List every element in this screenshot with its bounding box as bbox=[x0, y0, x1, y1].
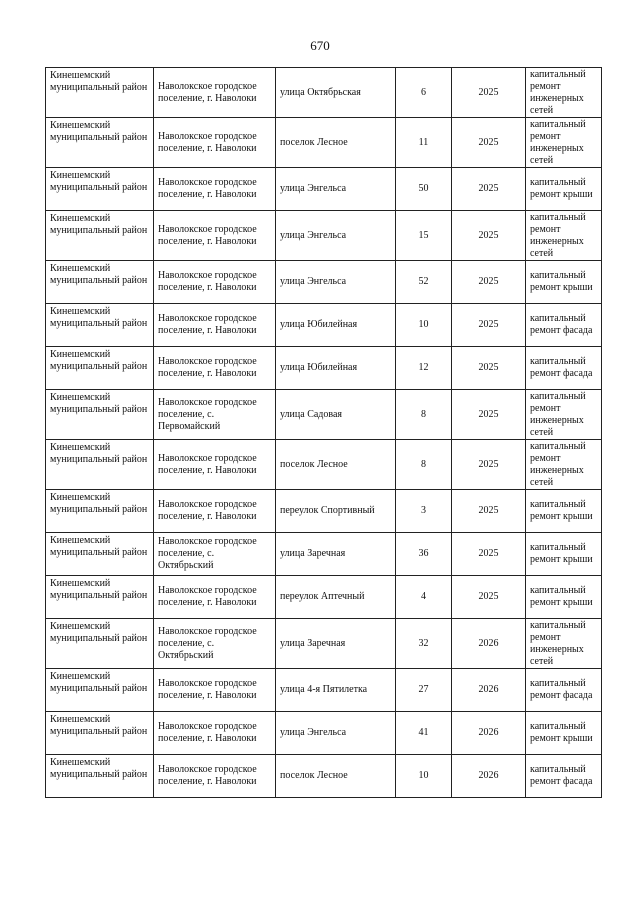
work-type-cell: капитальный ремонт инженерных сетей bbox=[526, 211, 602, 261]
work-type-cell: капитальный ремонт крыши bbox=[526, 533, 602, 576]
district-cell: Кинешемский муниципальный район bbox=[46, 347, 154, 390]
housing-repair-table bbox=[45, 67, 602, 798]
table-row bbox=[46, 118, 602, 168]
work-type-cell: капитальный ремонт крыши bbox=[526, 490, 602, 533]
table-row bbox=[46, 669, 602, 712]
table-row bbox=[46, 168, 602, 211]
settlement-cell: Наволокское городское поселение, г. Наволоки bbox=[154, 168, 276, 211]
house-number-cell: 8 bbox=[396, 440, 452, 490]
house-number-cell: 6 bbox=[396, 68, 452, 118]
year-cell: 2025 bbox=[452, 533, 526, 576]
settlement-cell: Наволокское городское поселение, г. Наволоки bbox=[154, 68, 276, 118]
district-cell: Кинешемский муниципальный район bbox=[46, 755, 154, 798]
street-cell: улица Энгельса bbox=[276, 211, 396, 261]
street-cell: улица 4-я Пятилетка bbox=[276, 669, 396, 712]
house-number-cell: 15 bbox=[396, 211, 452, 261]
house-number-cell: 10 bbox=[396, 755, 452, 798]
work-type-cell: капитальный ремонт фасада bbox=[526, 669, 602, 712]
district-cell: Кинешемский муниципальный район bbox=[46, 168, 154, 211]
street-cell: переулок Аптечный bbox=[276, 576, 396, 619]
street-cell: улица Юбилейная bbox=[276, 304, 396, 347]
settlement-cell: Наволокское городское поселение, г. Наволоки bbox=[154, 211, 276, 261]
year-cell: 2025 bbox=[452, 576, 526, 619]
house-number-cell: 52 bbox=[396, 261, 452, 304]
district-cell: Кинешемский муниципальный район bbox=[46, 490, 154, 533]
work-type-cell: капитальный ремонт инженерных сетей bbox=[526, 68, 602, 118]
street-cell: поселок Лесное bbox=[276, 118, 396, 168]
settlement-cell: Наволокское городское поселение, г. Наволоки bbox=[154, 669, 276, 712]
house-number-cell: 41 bbox=[396, 712, 452, 755]
work-type-cell: капитальный ремонт крыши bbox=[526, 261, 602, 304]
house-number-cell: 27 bbox=[396, 669, 452, 712]
table-row bbox=[46, 390, 602, 440]
year-cell: 2025 bbox=[452, 390, 526, 440]
street-cell: улица Октябрьская bbox=[276, 68, 396, 118]
year-cell: 2026 bbox=[452, 669, 526, 712]
district-cell: Кинешемский муниципальный район bbox=[46, 118, 154, 168]
year-cell: 2025 bbox=[452, 440, 526, 490]
table-row bbox=[46, 619, 602, 669]
house-number-cell: 8 bbox=[396, 390, 452, 440]
year-cell: 2026 bbox=[452, 619, 526, 669]
district-cell: Кинешемский муниципальный район bbox=[46, 440, 154, 490]
street-cell: поселок Лесное bbox=[276, 440, 396, 490]
settlement-cell: Наволокское городское поселение, г. Наволоки bbox=[154, 755, 276, 798]
street-cell: улица Энгельса bbox=[276, 261, 396, 304]
work-type-cell: капитальный ремонт инженерных сетей bbox=[526, 118, 602, 168]
street-cell: переулок Спортивный bbox=[276, 490, 396, 533]
table-row bbox=[46, 490, 602, 533]
settlement-cell: Наволокское городское поселение, г. Наволоки bbox=[154, 347, 276, 390]
settlement-cell: Наволокское городское поселение, с. Октябрьский bbox=[154, 619, 276, 669]
table-row bbox=[46, 533, 602, 576]
street-cell: улица Энгельса bbox=[276, 168, 396, 211]
year-cell: 2025 bbox=[452, 168, 526, 211]
settlement-cell: Наволокское городское поселение, г. Наволоки bbox=[154, 576, 276, 619]
settlement-cell: Наволокское городское поселение, г. Наволоки bbox=[154, 118, 276, 168]
house-number-cell: 32 bbox=[396, 619, 452, 669]
year-cell: 2025 bbox=[452, 490, 526, 533]
district-cell: Кинешемский муниципальный район bbox=[46, 669, 154, 712]
house-number-cell: 4 bbox=[396, 576, 452, 619]
settlement-cell: Наволокское городское поселение, г. Наволоки bbox=[154, 440, 276, 490]
district-cell: Кинешемский муниципальный район bbox=[46, 390, 154, 440]
work-type-cell: капитальный ремонт фасада bbox=[526, 304, 602, 347]
house-number-cell: 10 bbox=[396, 304, 452, 347]
table-row bbox=[46, 68, 602, 118]
table-row bbox=[46, 347, 602, 390]
table-row bbox=[46, 755, 602, 798]
settlement-cell: Наволокское городское поселение, с. Первомайский bbox=[154, 390, 276, 440]
district-cell: Кинешемский муниципальный район bbox=[46, 712, 154, 755]
district-cell: Кинешемский муниципальный район bbox=[46, 261, 154, 304]
year-cell: 2025 bbox=[452, 304, 526, 347]
house-number-cell: 12 bbox=[396, 347, 452, 390]
settlement-cell: Наволокское городское поселение, г. Наволоки bbox=[154, 304, 276, 347]
settlement-cell: Наволокское городское поселение, с. Октябрьский bbox=[154, 533, 276, 576]
work-type-cell: капитальный ремонт инженерных сетей bbox=[526, 390, 602, 440]
work-type-cell: капитальный ремонт крыши bbox=[526, 576, 602, 619]
district-cell: Кинешемский муниципальный район bbox=[46, 68, 154, 118]
street-cell: улица Энгельса bbox=[276, 712, 396, 755]
street-cell: улица Заречная bbox=[276, 619, 396, 669]
work-type-cell: капитальный ремонт крыши bbox=[526, 168, 602, 211]
year-cell: 2025 bbox=[452, 68, 526, 118]
year-cell: 2025 bbox=[452, 261, 526, 304]
house-number-cell: 11 bbox=[396, 118, 452, 168]
street-cell: улица Заречная bbox=[276, 533, 396, 576]
house-number-cell: 50 bbox=[396, 168, 452, 211]
year-cell: 2025 bbox=[452, 118, 526, 168]
table-row bbox=[46, 304, 602, 347]
settlement-cell: Наволокское городское поселение, г. Наволоки bbox=[154, 712, 276, 755]
settlement-cell: Наволокское городское поселение, г. Наволоки bbox=[154, 490, 276, 533]
table-body bbox=[46, 68, 602, 798]
table-row bbox=[46, 712, 602, 755]
table-row bbox=[46, 261, 602, 304]
year-cell: 2026 bbox=[452, 755, 526, 798]
street-cell: улица Юбилейная bbox=[276, 347, 396, 390]
district-cell: Кинешемский муниципальный район bbox=[46, 211, 154, 261]
work-type-cell: капитальный ремонт фасада bbox=[526, 347, 602, 390]
table-row bbox=[46, 440, 602, 490]
work-type-cell: капитальный ремонт крыши bbox=[526, 712, 602, 755]
district-cell: Кинешемский муниципальный район bbox=[46, 619, 154, 669]
street-cell: улица Садовая bbox=[276, 390, 396, 440]
table-row bbox=[46, 211, 602, 261]
work-type-cell: капитальный ремонт фасада bbox=[526, 755, 602, 798]
house-number-cell: 36 bbox=[396, 533, 452, 576]
work-type-cell: капитальный ремонт инженерных сетей bbox=[526, 440, 602, 490]
table-row bbox=[46, 576, 602, 619]
district-cell: Кинешемский муниципальный район bbox=[46, 576, 154, 619]
district-cell: Кинешемский муниципальный район bbox=[46, 533, 154, 576]
year-cell: 2026 bbox=[452, 712, 526, 755]
settlement-cell: Наволокское городское поселение, г. Наволоки bbox=[154, 261, 276, 304]
street-cell: поселок Лесное bbox=[276, 755, 396, 798]
year-cell: 2025 bbox=[452, 347, 526, 390]
page-number: 670 bbox=[310, 38, 330, 53]
house-number-cell: 3 bbox=[396, 490, 452, 533]
year-cell: 2025 bbox=[452, 211, 526, 261]
district-cell: Кинешемский муниципальный район bbox=[46, 304, 154, 347]
work-type-cell: капитальный ремонт инженерных сетей bbox=[526, 619, 602, 669]
